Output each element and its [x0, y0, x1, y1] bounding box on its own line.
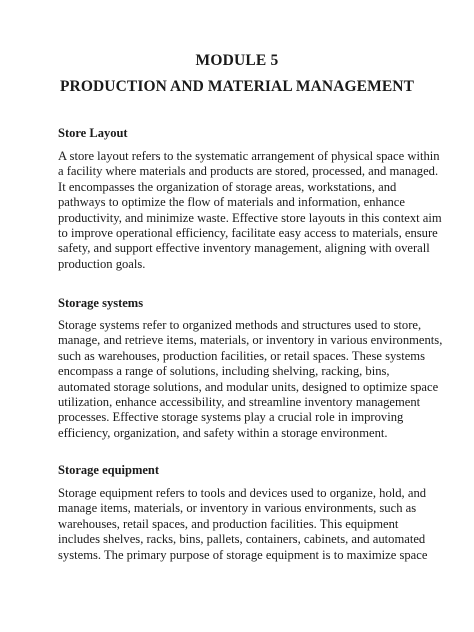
paragraph-line: manage items, materials, or inventory in various environments, such as: [58, 501, 417, 516]
paragraph-line: manage, and retrieve items, materials, or inventory in various environments,: [58, 333, 443, 348]
paragraph-line: Storage equipment refers to tools and devices used to organize, hold, and: [58, 486, 427, 500]
paragraph-line: automated storage solutions, and modular units, designed to optimize space: [58, 379, 439, 394]
paragraph-line: production goals.: [58, 256, 146, 271]
paragraph-line: processes. Effective storage systems play a crucial role in improving: [58, 410, 404, 425]
paragraph-line: to improve operational efficiency, facilitate easy access to materials, ensure: [58, 226, 438, 241]
paragraph-line: such as warehouses, production facilities, or retail spaces. These systems: [58, 348, 425, 363]
paragraph-line: safety, and support effective inventory management, aligning with overall: [58, 241, 430, 256]
paragraph-line: efficiency, organization, and safety within a storage environment.: [58, 425, 388, 440]
paragraph-line: includes shelves, racks, bins, pallets, containers, cabinets, and automated: [58, 532, 426, 547]
section-paragraph-store-layout: [58, 149, 442, 272]
paragraph-line: utilization, enhance accessibility, and streamline inventory management: [58, 395, 421, 410]
paragraph-line: A store layout refers to the systematic arrangement of physical space within: [58, 149, 440, 163]
paragraph-line: productivity, and minimize waste. Effective store layouts in this context aim: [58, 210, 442, 225]
section-heading-store-layout: Store Layout: [58, 126, 128, 140]
paragraph-line: systems. The primary purpose of storage equipment is to maximize space: [58, 547, 428, 562]
paragraph-line: It encompasses the organization of storage areas, workstations, and: [58, 179, 397, 194]
module-title: MODULE 5: [195, 52, 279, 69]
paragraph-line: pathways to optimize the flow of materials and information, enhance: [58, 195, 405, 210]
paragraph-line: a facility where materials and products are stored, processed, and managed.: [58, 164, 439, 179]
page-title: PRODUCTION AND MATERIAL MANAGEMENT: [59, 78, 415, 95]
section-paragraph-storage-equipment: [58, 486, 438, 563]
section-heading-storage-equipment: Storage equipment: [58, 463, 160, 477]
paragraph-line: warehouses, retail spaces, and production facilities. This equipment: [58, 516, 399, 531]
section-heading-storage-systems: Storage systems: [58, 296, 144, 310]
paragraph-line: encompass a range of solutions, including shelving, racking, bins,: [58, 364, 390, 379]
section-paragraph-storage-systems: [58, 318, 443, 441]
paragraph-line: Storage systems refer to organized methods and structures used to store,: [58, 318, 422, 332]
